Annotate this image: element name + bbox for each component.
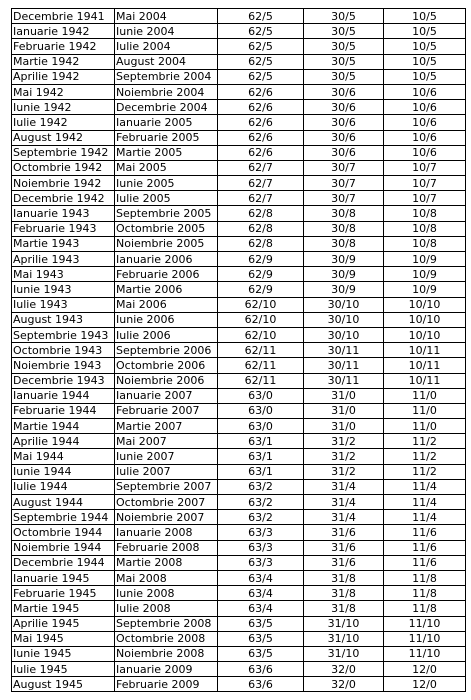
age-cell: 62/8: [218, 206, 304, 221]
age-cell: 63/5: [218, 646, 304, 661]
birth-month-cell: August 1945: [12, 677, 115, 692]
contribution-cell: 30/7: [304, 176, 384, 191]
table-row: [12, 601, 466, 616]
age-cell: 63/3: [218, 540, 304, 555]
contribution-cell: 31/2: [304, 464, 384, 479]
contribution-cell: 30/6: [304, 130, 384, 145]
retirement-month-cell: Februarie 2007: [115, 403, 218, 418]
retirement-month-cell: Martie 2006: [115, 282, 218, 297]
years-cell: 10/6: [384, 100, 466, 115]
years-cell: 11/8: [384, 601, 466, 616]
retirement-month-cell: Decembrie 2004: [115, 100, 218, 115]
age-cell: 63/1: [218, 449, 304, 464]
years-cell: 11/4: [384, 510, 466, 525]
age-cell: 62/5: [218, 39, 304, 54]
retirement-month-cell: Octombrie 2006: [115, 358, 218, 373]
years-cell: 11/0: [384, 388, 466, 403]
table-row: [12, 176, 466, 191]
birth-month-cell: Noiembrie 1943: [12, 358, 115, 373]
birth-month-cell: Aprilie 1942: [12, 69, 115, 84]
retirement-month-cell: Iulie 2004: [115, 39, 218, 54]
retirement-month-cell: Iunie 2008: [115, 586, 218, 601]
years-cell: 10/5: [384, 69, 466, 84]
birth-month-cell: Iunie 1945: [12, 646, 115, 661]
age-cell: 62/8: [218, 236, 304, 251]
age-cell: 62/6: [218, 130, 304, 145]
birth-month-cell: Decembrie 1942: [12, 191, 115, 206]
years-cell: 10/7: [384, 191, 466, 206]
years-cell: 10/10: [384, 297, 466, 312]
contribution-cell: 30/11: [304, 358, 384, 373]
table-row: [12, 434, 466, 449]
birth-month-cell: Octombrie 1942: [12, 160, 115, 175]
retirement-month-cell: Septembrie 2005: [115, 206, 218, 221]
retirement-month-cell: Noiembrie 2007: [115, 510, 218, 525]
years-cell: 11/10: [384, 616, 466, 631]
age-cell: 62/8: [218, 221, 304, 236]
birth-month-cell: Iulie 1943: [12, 297, 115, 312]
contribution-cell: 30/10: [304, 297, 384, 312]
contribution-cell: 31/8: [304, 570, 384, 585]
table-row: [12, 160, 466, 175]
contribution-cell: 30/10: [304, 327, 384, 342]
age-cell: 63/2: [218, 510, 304, 525]
table-row: [12, 586, 466, 601]
birth-month-cell: Februarie 1942: [12, 39, 115, 54]
age-cell: 63/1: [218, 434, 304, 449]
contribution-cell: 32/0: [304, 677, 384, 692]
birth-month-cell: Ianuarie 1944: [12, 388, 115, 403]
table-row: [12, 677, 466, 692]
years-cell: 10/8: [384, 236, 466, 251]
retirement-month-cell: Mai 2007: [115, 434, 218, 449]
contribution-cell: 30/11: [304, 373, 384, 388]
birth-month-cell: Mai 1942: [12, 84, 115, 99]
birth-month-cell: Septembrie 1943: [12, 327, 115, 342]
table-row: [12, 145, 466, 160]
table-row: [12, 464, 466, 479]
retirement-month-cell: Mai 2004: [115, 9, 218, 24]
years-cell: 11/0: [384, 419, 466, 434]
birth-month-cell: Mai 1944: [12, 449, 115, 464]
years-cell: 11/2: [384, 434, 466, 449]
table-row: [12, 358, 466, 373]
age-cell: 62/6: [218, 115, 304, 130]
table-row: [12, 267, 466, 282]
retirement-month-cell: Februarie 2006: [115, 267, 218, 282]
years-cell: 11/6: [384, 540, 466, 555]
table-row: [12, 130, 466, 145]
contribution-cell: 31/6: [304, 555, 384, 570]
years-cell: 10/11: [384, 373, 466, 388]
retirement-month-cell: Februarie 2008: [115, 540, 218, 555]
table-row: [12, 616, 466, 631]
retirement-month-cell: Noiembrie 2006: [115, 373, 218, 388]
table-row: [12, 449, 466, 464]
contribution-cell: 30/5: [304, 69, 384, 84]
years-cell: 11/6: [384, 555, 466, 570]
years-cell: 11/0: [384, 403, 466, 418]
years-cell: 12/0: [384, 662, 466, 677]
age-cell: 62/6: [218, 145, 304, 160]
years-cell: 10/7: [384, 160, 466, 175]
age-cell: 62/5: [218, 9, 304, 24]
birth-month-cell: Mai 1943: [12, 267, 115, 282]
retirement-month-cell: Martie 2007: [115, 419, 218, 434]
birth-month-cell: Februarie 1945: [12, 586, 115, 601]
table-row: [12, 191, 466, 206]
birth-month-cell: Mai 1945: [12, 631, 115, 646]
retirement-month-cell: Ianuarie 2008: [115, 525, 218, 540]
age-cell: 62/5: [218, 24, 304, 39]
years-cell: 11/8: [384, 570, 466, 585]
retirement-month-cell: Ianuarie 2006: [115, 252, 218, 267]
age-cell: 62/6: [218, 100, 304, 115]
retirement-month-cell: Mai 2008: [115, 570, 218, 585]
retirement-month-cell: Octombrie 2008: [115, 631, 218, 646]
retirement-month-cell: Februarie 2005: [115, 130, 218, 145]
contribution-cell: 31/10: [304, 646, 384, 661]
birth-month-cell: Martie 1944: [12, 419, 115, 434]
retirement-month-cell: Mai 2005: [115, 160, 218, 175]
birth-month-cell: Iunie 1943: [12, 282, 115, 297]
years-cell: 10/5: [384, 54, 466, 69]
years-cell: 12/0: [384, 677, 466, 692]
table-row: [12, 24, 466, 39]
retirement-month-cell: Iunie 2004: [115, 24, 218, 39]
contribution-cell: 32/0: [304, 662, 384, 677]
age-cell: 62/10: [218, 327, 304, 342]
birth-month-cell: Iunie 1942: [12, 100, 115, 115]
contribution-cell: 31/0: [304, 388, 384, 403]
contribution-cell: 30/8: [304, 206, 384, 221]
age-cell: 62/10: [218, 312, 304, 327]
years-cell: 11/4: [384, 479, 466, 494]
contribution-cell: 30/7: [304, 191, 384, 206]
birth-month-cell: Ianuarie 1943: [12, 206, 115, 221]
contribution-cell: 31/10: [304, 631, 384, 646]
table-row: [12, 570, 466, 585]
contribution-cell: 30/11: [304, 343, 384, 358]
data-table: [11, 8, 466, 692]
age-cell: 62/9: [218, 252, 304, 267]
contribution-cell: 30/6: [304, 100, 384, 115]
birth-month-cell: August 1944: [12, 495, 115, 510]
table-row: [12, 646, 466, 661]
years-cell: 11/10: [384, 631, 466, 646]
years-cell: 10/6: [384, 145, 466, 160]
table-row: [12, 343, 466, 358]
contribution-cell: 31/6: [304, 540, 384, 555]
years-cell: 11/6: [384, 525, 466, 540]
birth-month-cell: Ianuarie 1942: [12, 24, 115, 39]
retirement-month-cell: Ianuarie 2005: [115, 115, 218, 130]
retirement-month-cell: Septembrie 2007: [115, 479, 218, 494]
birth-month-cell: Iunie 1944: [12, 464, 115, 479]
birth-month-cell: Martie 1945: [12, 601, 115, 616]
table-row: [12, 495, 466, 510]
table-row: [12, 388, 466, 403]
table-row: [12, 662, 466, 677]
contribution-cell: 31/2: [304, 434, 384, 449]
years-cell: 10/7: [384, 176, 466, 191]
contribution-cell: 30/5: [304, 39, 384, 54]
birth-month-cell: Septembrie 1942: [12, 145, 115, 160]
age-cell: 62/6: [218, 84, 304, 99]
years-cell: 10/5: [384, 9, 466, 24]
retirement-month-cell: Septembrie 2008: [115, 616, 218, 631]
table-row: [12, 297, 466, 312]
years-cell: 11/10: [384, 646, 466, 661]
age-cell: 62/10: [218, 297, 304, 312]
retirement-month-cell: Iulie 2006: [115, 327, 218, 342]
birth-month-cell: Noiembrie 1944: [12, 540, 115, 555]
age-cell: 63/0: [218, 419, 304, 434]
birth-month-cell: Februarie 1944: [12, 403, 115, 418]
years-cell: 11/8: [384, 586, 466, 601]
contribution-cell: 31/2: [304, 449, 384, 464]
table-row: [12, 100, 466, 115]
birth-month-cell: August 1942: [12, 130, 115, 145]
birth-month-cell: Iulie 1944: [12, 479, 115, 494]
age-cell: 62/5: [218, 69, 304, 84]
contribution-cell: 30/6: [304, 84, 384, 99]
table-row: [12, 221, 466, 236]
years-cell: 10/9: [384, 267, 466, 282]
years-cell: 11/2: [384, 449, 466, 464]
age-cell: 63/3: [218, 555, 304, 570]
years-cell: 10/6: [384, 130, 466, 145]
retirement-month-cell: Iunie 2005: [115, 176, 218, 191]
years-cell: 10/10: [384, 327, 466, 342]
age-cell: 63/2: [218, 495, 304, 510]
retirement-month-cell: Martie 2008: [115, 555, 218, 570]
contribution-cell: 31/4: [304, 495, 384, 510]
table-row: [12, 282, 466, 297]
contribution-cell: 30/10: [304, 312, 384, 327]
table-row: [12, 206, 466, 221]
years-cell: 10/6: [384, 84, 466, 99]
years-cell: 10/5: [384, 24, 466, 39]
contribution-cell: 31/8: [304, 586, 384, 601]
age-cell: 63/4: [218, 601, 304, 616]
birth-month-cell: August 1943: [12, 312, 115, 327]
age-cell: 63/3: [218, 525, 304, 540]
years-cell: 10/5: [384, 39, 466, 54]
birth-month-cell: Iulie 1945: [12, 662, 115, 677]
age-cell: 62/11: [218, 358, 304, 373]
retirement-month-cell: Noiembrie 2004: [115, 84, 218, 99]
age-cell: 63/0: [218, 403, 304, 418]
years-cell: 10/9: [384, 282, 466, 297]
age-cell: 62/11: [218, 343, 304, 358]
birth-month-cell: Ianuarie 1945: [12, 570, 115, 585]
years-cell: 10/10: [384, 312, 466, 327]
age-cell: 62/7: [218, 160, 304, 175]
age-cell: 62/9: [218, 267, 304, 282]
retirement-month-cell: Noiembrie 2008: [115, 646, 218, 661]
retirement-month-cell: Septembrie 2004: [115, 69, 218, 84]
table-row: [12, 525, 466, 540]
retirement-month-cell: Iulie 2007: [115, 464, 218, 479]
retirement-month-cell: Mai 2006: [115, 297, 218, 312]
age-cell: 63/6: [218, 662, 304, 677]
contribution-cell: 30/6: [304, 115, 384, 130]
age-cell: 63/2: [218, 479, 304, 494]
age-cell: 63/5: [218, 616, 304, 631]
retirement-month-cell: Iunie 2007: [115, 449, 218, 464]
contribution-cell: 30/5: [304, 9, 384, 24]
retirement-month-cell: Iulie 2005: [115, 191, 218, 206]
retirement-month-cell: Octombrie 2005: [115, 221, 218, 236]
table-row: [12, 555, 466, 570]
contribution-cell: 31/0: [304, 419, 384, 434]
retirement-month-cell: Iunie 2006: [115, 312, 218, 327]
age-cell: 62/7: [218, 176, 304, 191]
table-row: [12, 84, 466, 99]
table-row: [12, 327, 466, 342]
table-row: [12, 510, 466, 525]
contribution-cell: 30/8: [304, 236, 384, 251]
birth-month-cell: Iulie 1942: [12, 115, 115, 130]
birth-month-cell: Aprilie 1945: [12, 616, 115, 631]
retirement-month-cell: August 2004: [115, 54, 218, 69]
retirement-month-cell: Noiembrie 2005: [115, 236, 218, 251]
birth-month-cell: Decembrie 1941: [12, 9, 115, 24]
years-cell: 11/2: [384, 464, 466, 479]
years-cell: 11/4: [384, 495, 466, 510]
years-cell: 10/6: [384, 115, 466, 130]
retirement-month-cell: Ianuarie 2007: [115, 388, 218, 403]
age-cell: 63/1: [218, 464, 304, 479]
birth-month-cell: Noiembrie 1942: [12, 176, 115, 191]
table-row: [12, 9, 466, 24]
contribution-cell: 31/6: [304, 525, 384, 540]
contribution-cell: 30/5: [304, 24, 384, 39]
age-cell: 62/5: [218, 54, 304, 69]
contribution-cell: 31/4: [304, 510, 384, 525]
birth-month-cell: Martie 1942: [12, 54, 115, 69]
table-row: [12, 479, 466, 494]
retirement-month-cell: Iulie 2008: [115, 601, 218, 616]
age-cell: 63/6: [218, 677, 304, 692]
years-cell: 10/8: [384, 221, 466, 236]
contribution-cell: 30/9: [304, 282, 384, 297]
birth-month-cell: Februarie 1943: [12, 221, 115, 236]
contribution-cell: 31/4: [304, 479, 384, 494]
retirement-month-cell: Ianuarie 2009: [115, 662, 218, 677]
age-cell: 62/9: [218, 282, 304, 297]
table-row: [12, 403, 466, 418]
table-row: [12, 115, 466, 130]
contribution-cell: 30/7: [304, 160, 384, 175]
contribution-cell: 31/8: [304, 601, 384, 616]
retirement-month-cell: Martie 2005: [115, 145, 218, 160]
years-cell: 10/11: [384, 343, 466, 358]
years-cell: 10/8: [384, 206, 466, 221]
retirement-month-cell: Octombrie 2007: [115, 495, 218, 510]
retirement-month-cell: Septembrie 2006: [115, 343, 218, 358]
table-row: [12, 236, 466, 251]
table-row: [12, 419, 466, 434]
age-cell: 62/7: [218, 191, 304, 206]
contribution-cell: 30/9: [304, 267, 384, 282]
age-cell: 62/11: [218, 373, 304, 388]
table-row: [12, 373, 466, 388]
birth-month-cell: Septembrie 1944: [12, 510, 115, 525]
contribution-cell: 30/5: [304, 54, 384, 69]
age-cell: 63/4: [218, 586, 304, 601]
age-cell: 63/0: [218, 388, 304, 403]
table-row: [12, 69, 466, 84]
table-row: [12, 252, 466, 267]
table-row: [12, 54, 466, 69]
table-row: [12, 631, 466, 646]
birth-month-cell: Decembrie 1943: [12, 373, 115, 388]
age-cell: 63/4: [218, 570, 304, 585]
birth-month-cell: Aprilie 1943: [12, 252, 115, 267]
birth-month-cell: Martie 1943: [12, 236, 115, 251]
table-row: [12, 540, 466, 555]
years-cell: 10/11: [384, 358, 466, 373]
table-row: [12, 312, 466, 327]
contribution-cell: 31/10: [304, 616, 384, 631]
contribution-cell: 31/0: [304, 403, 384, 418]
contribution-cell: 30/8: [304, 221, 384, 236]
birth-month-cell: Aprilie 1944: [12, 434, 115, 449]
birth-month-cell: Octombrie 1943: [12, 343, 115, 358]
retirement-month-cell: Februarie 2009: [115, 677, 218, 692]
birth-month-cell: Octombrie 1944: [12, 525, 115, 540]
birth-month-cell: Decembrie 1944: [12, 555, 115, 570]
contribution-cell: 30/9: [304, 252, 384, 267]
contribution-cell: 30/6: [304, 145, 384, 160]
age-cell: 63/5: [218, 631, 304, 646]
years-cell: 10/9: [384, 252, 466, 267]
table-row: [12, 39, 466, 54]
table-body: [12, 9, 466, 692]
